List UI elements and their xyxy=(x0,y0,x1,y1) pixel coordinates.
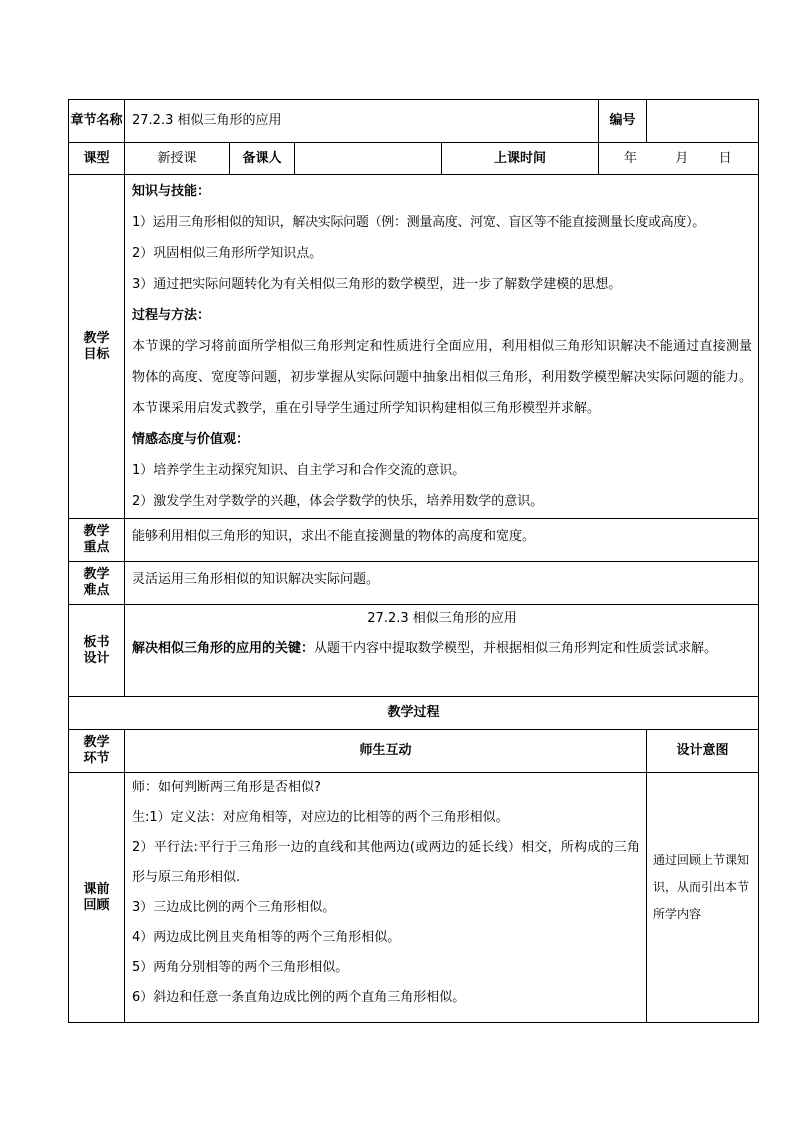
type-label: 课型 xyxy=(69,143,125,175)
review-intent xyxy=(647,773,759,1023)
preparer-value xyxy=(295,143,442,175)
review-line: 6）斜边和任意一条直角边成比例的两个直角三角形相似。 xyxy=(132,990,466,1005)
chapter-value: 27.2.3 相似三角形的应用 xyxy=(125,100,599,143)
col-interaction-label: 师生互动 xyxy=(125,730,647,773)
process-title-row xyxy=(69,697,759,730)
review-line: 2）平行法:平行于三角形一边的直线和其他两边(或两边的延长线）相交，所构成的三角形与原三角形相似. xyxy=(132,840,641,885)
board-key xyxy=(125,633,758,665)
review-content xyxy=(125,773,647,1023)
type-value: 新授课 xyxy=(125,143,230,175)
board-label: 板书设计 xyxy=(69,605,125,697)
review-line: 生:1）定义法：对应角相等，对应边的比相等的两个三角形相似。 xyxy=(132,810,509,825)
knowledge-item: 1）运用三角形相似的知识，解决实际问题（例：测量高度、河宽、盲区等不能直接测量长度或高度）。 xyxy=(132,215,705,230)
chapter-row xyxy=(69,100,759,143)
col-stage-label: 教学环节 xyxy=(69,730,125,773)
key-point-row xyxy=(69,519,759,562)
chapter-label: 章节名称 xyxy=(69,100,125,143)
emotion-item: 1）培养学生主动探究知识、自主学习和合作交流的意识。 xyxy=(132,463,466,478)
key-point-text: 能够利用相似三角形的知识，求出不能直接测量的物体的高度和宽度。 xyxy=(125,519,759,562)
process-text: 本节课的学习将前面所学相似三角形判定和性质进行全面应用，利用相似三角形知识解决不能通过直接测量物体的高度、宽度等问题，初步掌握从实际问题中抽象出相似三角形，利用数学模型解决实际问题的能力。本节课采用启发式教学，重在引导学生通过所学知识构建相似三角形模型并求解。 xyxy=(132,339,753,416)
board-content xyxy=(125,605,759,697)
emotion-item: 2）激发学生对学数学的兴趣，体会学数学的快乐，培养用数学的意识。 xyxy=(132,494,544,509)
board-key-bold: 解决相似三角形的应用的关键： xyxy=(132,641,315,656)
review-line: 师：如何判断两三角形是否相似? xyxy=(132,780,321,795)
key-point-label: 教学重点 xyxy=(69,519,125,562)
objectives-row xyxy=(69,175,759,519)
knowledge-item: 2）巩固相似三角形所学知识点。 xyxy=(132,246,323,261)
review-label: 课前回顾 xyxy=(69,773,125,1023)
knowledge-title: 知识与技能： xyxy=(132,184,211,199)
review-line: 4）两边成比例且夹角相等的两个三角形相似。 xyxy=(132,930,401,945)
review-line: 3）三边成比例的两个三角形相似。 xyxy=(132,900,336,915)
review-row xyxy=(69,773,759,1023)
date-value xyxy=(599,143,759,175)
difficulty-row xyxy=(69,562,759,605)
process-title: 过程与方法： xyxy=(132,308,211,323)
time-label: 上课时间 xyxy=(442,143,599,175)
objectives-label: 教学目标 xyxy=(69,175,125,519)
emotion-title: 情感态度与价值观： xyxy=(132,432,250,447)
knowledge-item: 3）通过把实际问题转化为有关相似三角形的数学模型，进一步了解数学建模的思想。 xyxy=(132,277,622,292)
objectives-content xyxy=(125,175,759,519)
board-key-text: 从题干内容中提取数学模型，并根据相似三角形判定和性质尝试求解。 xyxy=(314,641,718,656)
board-row xyxy=(69,605,759,697)
number-value xyxy=(647,100,759,143)
class-info-row xyxy=(69,143,759,175)
difficulty-label: 教学难点 xyxy=(69,562,125,605)
review-line: 5）两角分别相等的两个三角形相似。 xyxy=(132,960,349,975)
year-label: 年 xyxy=(624,150,638,166)
review-intent-text: 通过回顾上节课知识，从而引出本节所学内容 xyxy=(653,853,750,921)
board-title: 27.2.3 相似三角形的应用 xyxy=(367,611,517,626)
month-label: 月 xyxy=(675,150,689,166)
lesson-plan-table xyxy=(68,99,759,1023)
difficulty-text: 灵活运用三角形相似的知识解决实际问题。 xyxy=(125,562,759,605)
day-label: 日 xyxy=(718,150,732,166)
process-title: 教学过程 xyxy=(69,697,759,730)
col-intent-label: 设计意图 xyxy=(647,730,759,773)
preparer-label: 备课人 xyxy=(230,143,295,175)
process-header-row xyxy=(69,730,759,773)
number-label: 编号 xyxy=(599,100,647,143)
